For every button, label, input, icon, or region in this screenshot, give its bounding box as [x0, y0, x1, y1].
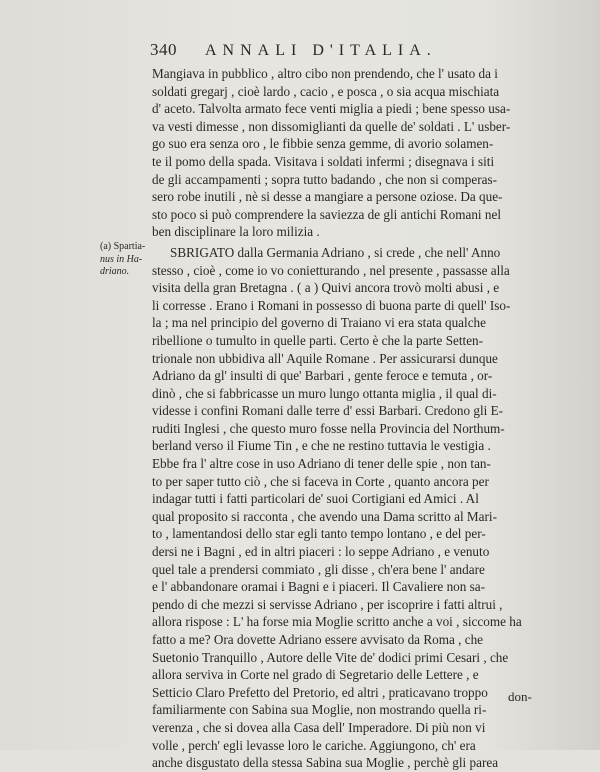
text-line: Setticio Claro Prefetto del Pretorio, ed altri , praticavano troppo	[152, 684, 488, 700]
text-line: sero robe inutili , nè si desse a mangiare a persone oziose. Da que-	[152, 189, 503, 205]
marginal-note-line: (a) Spartia-	[100, 241, 146, 252]
text-line: va vesti dimesse , non dissomiglianti da quelle de' soldati . L' usber-	[152, 118, 511, 134]
text-line: li corresse . Erano i Romani in possesso di buona parte di quell' Iso-	[152, 297, 511, 313]
text-line: ruditi Inglesi , che questo muro fosse nella Provincia del Northum-	[152, 420, 505, 436]
text-line: anche disgustato della stessa Sabina sua Moglie , perchè gli parea	[152, 755, 499, 771]
text-line: indagar tutti i fatti particolari de' suoi Cortigiani ed Amici . Al	[152, 491, 479, 507]
text-line: dinò , che si fabbricasse un muro lungo ottanta miglia , il qual di-	[152, 385, 497, 401]
page-header	[150, 40, 480, 60]
text-line: sto poco si può comprendere la saviezza de gli antichi Romani nel	[152, 206, 501, 222]
marginal-note-line: driano.	[100, 266, 130, 277]
text-line: quel tale a prendersi commiato , gli disse , ch'era bene l' andare	[152, 561, 485, 577]
text-line: to per saper tutto ciò , che si faceva in Corte , quanto ancora per	[152, 473, 489, 489]
text-line: SBRIGATO dalla Germania Adriano , si crede , che nell' Anno	[170, 244, 501, 260]
text-line: dersi ne i Bagni , ed in altri piaceri : lo seppe Adriano , e venuto	[152, 544, 490, 560]
text-line: trionale non ubbidiva all' Aquile Romane . Per assicurarsi dunque	[152, 350, 498, 366]
body-text	[152, 65, 552, 772]
page-number: 340	[150, 40, 177, 59]
text-line: allora rispose : L' ha forse mia Moglie scritto anche a voi , siccome ha	[152, 614, 522, 630]
text-line: visita della gran Bretagna . ( a ) Quivi ancora trovò molti abusi , e	[152, 280, 500, 296]
text-line: allora serviva in Corte nel grado di Segretario delle Lettere , e	[152, 667, 479, 683]
text-line: volle , perch' egli levasse loro le cariche. Aggiungono, ch' era	[152, 737, 476, 753]
text-line: videsse i confini Romani dalle terre d' essi Barbari. Credono gli E-	[152, 403, 504, 419]
text-line: fatto a me? Ora dovette Adriano essere avvisato da Roma , che	[152, 632, 484, 647]
text-line: go suo era senza oro , le fibbie senza gemme, di avorio solamen-	[152, 136, 494, 152]
marginal-note-line: nus in Ha-	[100, 253, 143, 265]
running-head: ANNALI D'ITALIA.	[205, 42, 437, 59]
text-line: familiarmente con Sabina sua Moglie, non mostrando quella ri-	[152, 702, 487, 718]
text-line: Mangiava in pubblico , altro cibo non prendendo, che l' usato da i	[152, 66, 498, 81]
text-line: ribellione o tumulto in quelle parti. Certo è che la parte Setten-	[152, 332, 484, 348]
catchword: don-	[508, 689, 532, 704]
text-line: verenza , che si dovea alla Casa dell' Imperadore. Di più non vi	[152, 719, 486, 735]
text-line: te il pomo della spada. Visitava i soldati infermi ; disegnava i siti	[152, 153, 495, 169]
text-line: to , lamentandosi dello star egli tanto tempo lontano , e del per-	[152, 526, 486, 542]
text-line: Adriano da gl' insulti di que' Barbari , gente feroce e temuta , or-	[152, 368, 493, 384]
text-line: la ; ma nel principio del governo di Traiano vi era stata qualche	[152, 315, 486, 331]
text-line: soldati gregarj , cioè lardo , cacio , e posca , o sia acqua mischiata	[152, 83, 500, 99]
text-line: stesso , cioè , come io vo conietturando , nel presente , passasse alla	[152, 262, 510, 278]
text-line: pendo di che mezzi si servisse Adriano , per iscoprire i fatti altrui ,	[152, 596, 503, 612]
text-line: berland verso il Fiume Tin , e che ne restino tuttavia le vestigia .	[152, 438, 491, 454]
text-line: Suetonio Tranquillo , Autore delle Vite de' dodici primi Cesari , che	[152, 649, 509, 665]
marginal-note	[100, 241, 152, 279]
text-line: e l' abbandonare oramai i Bagni e i piaceri. Il Cavaliere non sa-	[152, 579, 486, 595]
text-line: d' aceto. Talvolta armato fece venti miglia a piedi ; bene spesso usa-	[152, 101, 511, 117]
text-line: Ebbe fra l' altre cose in uso Adriano di tener delle spie , non tan-	[152, 456, 491, 472]
text-line: qual proposito si racconta , che avendo una Dama scritto al Mari-	[152, 508, 497, 524]
text-line: de gli accampamenti ; sopra tutto badando , che non si comperas-	[152, 171, 497, 187]
text-line: ben disciplinare la loro milizia .	[152, 224, 320, 240]
